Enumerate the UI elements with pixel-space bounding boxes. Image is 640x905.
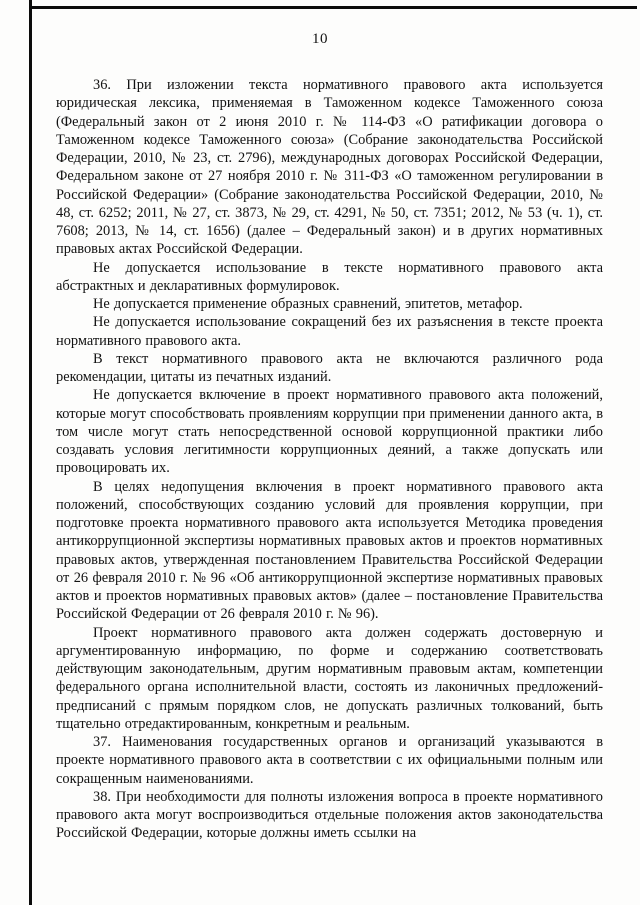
- paragraph: Не допускается применение образных сравнений, эпитетов, метафор.: [93, 296, 523, 312]
- scan-border-left: [29, 0, 32, 905]
- document-body: [56, 76, 603, 843]
- page-number: 10: [312, 31, 328, 47]
- paragraph: Не допускается использование в тексте нормативного правового акта абстрактных и декларативных формулировок.: [56, 259, 603, 294]
- paragraph: В текст нормативного правового акта не включаются различного рода рекомендации, цитаты из печатных изданий.: [56, 350, 603, 385]
- paragraph-36: 36. При изложении текста нормативного правового акта используется юридическая лексика, применяемая в Таможенном кодексе Таможенного союза (Федеральный закон от 2 июня 2010 г. № 114-ФЗ «О ратификации договора о Таможенном кодексе Таможенного союза» (Собрание законодательства Российской Федерации, 2010, № 23, ст. 2796), международных договорах Российской Федерации, Федеральном законе от 27 ноября 2010 г. № 311-ФЗ «О таможенном регулировании в Российской Федерации» (Собрание законодательства Российской Федерации, 2010, № 48, ст. 6252; 2011, № 27, ст. 3873, № 29, ст. 4291, № 50, ст. 7351; 2012, № 53 (ч. 1), ст. 7608; 2013, № 14, ст. 1656) (далее – Федеральный закон) и в других нормативных правовых актах Российской Федерации.: [56, 77, 603, 258]
- paragraph: Не допускается использование сокращений без их разъяснения в тексте проекта нормативного правового акта.: [56, 314, 603, 349]
- paragraph: В целях недопущения включения в проект нормативного правового акта положений, способствующих созданию условий для проявления коррупции, при подготовке проекта нормативного правового акта используется Методика проведения антикоррупционной экспертизы нормативных правовых актов и проектов нормативных правовых актов, утвержденная постановлением Правительства Российской Федерации от 26 февраля 2010 г. № 96 «Об антикоррупционной экспертизе нормативных правовых актов и проектов нормативных правовых актов» (далее – постановление Правительства Российской Федерации от 26 февраля 2010 г. № 96).: [56, 478, 603, 623]
- paragraph: Проект нормативного правового акта должен содержать достоверную и аргументированную информацию, по форме и содержанию соответствовать действующим законодательным, другим нормативным правовым актам, компетенции федерального органа исполнительной власти, состоять из лаконичных предложений-предписаний с прямым порядком слов, не допускать различных толкований, быть тщательно отредактированным, конкретным и реальным.: [56, 624, 603, 732]
- paragraph: Не допускается включение в проект нормативного правового акта положений, которые могут способствовать проявлениям коррупции при применении данного акта, в том числе могут стать непосредственной основой коррупционной практики либо создавать условия легитимности коррупционных деяний, а также допускать или провоцировать их.: [56, 387, 603, 477]
- scan-border-top: [29, 6, 637, 9]
- paragraph-37: 37. Наименования государственных органов и организаций указываются в проекте нормативного правового акта в соответствии с их официальными полным или сокращенным наименованиями.: [56, 734, 603, 787]
- paragraph-38: 38. При необходимости для полноты изложения вопроса в проекте нормативного правового акта могут воспроизводиться отдельные положения актов законодательства Российской Федерации, которые должны иметь ссылки на: [56, 788, 603, 842]
